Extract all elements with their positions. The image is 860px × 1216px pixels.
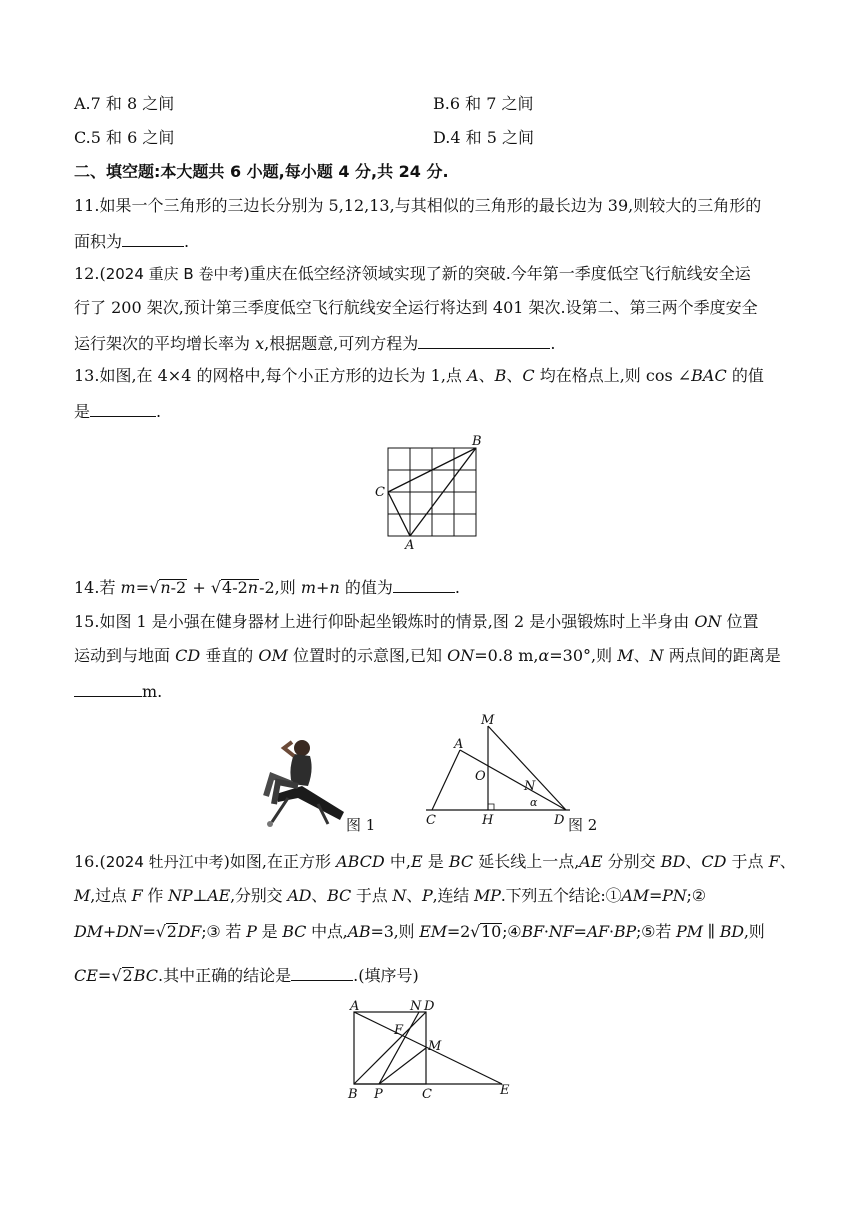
q16-pn: PN xyxy=(662,886,687,905)
q16-np: NP xyxy=(168,886,193,905)
q13-sep: 、 xyxy=(478,366,495,385)
q15-text: 垂直的 xyxy=(200,646,259,665)
q13-end: . xyxy=(156,402,162,421)
q12-line3 xyxy=(74,332,555,354)
q16-text: =3,则 xyxy=(370,922,420,941)
q12-source: 2024 重庆 B 卷中考 xyxy=(105,265,244,283)
q16-f: F xyxy=(131,886,143,905)
q12-line2: 行了 200 架次,预计第三季度低空飞行航线安全运行将达到 401 架次.设第二、第三两个季度安全 xyxy=(74,298,758,317)
sqrt-sign: √ xyxy=(155,922,166,941)
q15-on: ON xyxy=(694,612,722,631)
q16-pm: PM xyxy=(676,922,703,941)
q16-m: M xyxy=(74,886,91,905)
q16-source: 2024 牡丹江中考 xyxy=(105,853,224,871)
parallel-symbol: ∥ xyxy=(702,922,720,941)
q16-text: ;④ xyxy=(502,922,522,941)
q15-text: 15.如图 1 是小强在健身器材上进行仰卧起坐锻炼时的情景,图 2 是小强锻炼时上半身由 xyxy=(74,612,695,631)
q16-line3 xyxy=(74,922,765,942)
q12-var: x xyxy=(255,334,265,353)
q13-sep: 、 xyxy=(506,366,523,385)
q16-eq: = xyxy=(648,886,663,905)
q16-bc: BC xyxy=(327,886,352,905)
q16-text: ;③ 若 xyxy=(201,922,247,941)
q16-text: ,分别交 xyxy=(230,886,288,905)
q16-text: 作 xyxy=(142,886,169,905)
q15-text-end: 位置 xyxy=(721,612,759,631)
q16-ae: AE xyxy=(579,852,603,871)
q15-line1 xyxy=(74,612,759,632)
q16-line4 xyxy=(74,964,419,986)
q16-abcd: ABCD xyxy=(336,852,385,871)
radicand-1 xyxy=(159,579,187,596)
label-n: N xyxy=(524,779,536,794)
q14-n: n xyxy=(247,578,259,597)
q16-ab: AB xyxy=(347,922,371,941)
label-o: O xyxy=(475,769,486,784)
q16-em: EM xyxy=(419,922,447,941)
q12-end: . xyxy=(550,334,556,353)
q14-rad1: -2 xyxy=(170,578,187,597)
q12-number: 12.( xyxy=(74,264,106,283)
q12-line1 xyxy=(74,264,751,284)
answer-blank xyxy=(122,230,184,247)
workout-figure xyxy=(258,734,350,830)
q16-text: 于点 xyxy=(351,886,393,905)
q16-text: 中, xyxy=(384,852,411,871)
q16-text: ,过点 xyxy=(90,886,132,905)
label-e: E xyxy=(500,1083,510,1098)
q15-text: =30°,则 xyxy=(549,646,618,665)
label-b: B xyxy=(472,434,482,449)
q14-n: n xyxy=(329,578,340,597)
q16-text: 是 xyxy=(256,922,283,941)
angle-symbol: ∠ xyxy=(677,366,692,385)
option-d: D.4 和 5 之间 xyxy=(433,128,534,147)
q14-post: 的值为 xyxy=(339,578,393,597)
label-d: D xyxy=(554,813,565,828)
q16-text: 中点, xyxy=(306,922,348,941)
q16-n: N xyxy=(392,886,407,905)
q16-ae: AE xyxy=(207,886,231,905)
q16-sep: 、 xyxy=(406,886,423,905)
q16-p: P xyxy=(246,922,257,941)
q13-b: B xyxy=(494,366,507,385)
label-alpha: α xyxy=(530,796,538,809)
q16-sep: 、 xyxy=(779,852,796,871)
answer-blank xyxy=(74,680,142,697)
label-m: M xyxy=(428,1039,442,1054)
section-title: 二、填空题:本大题共 6 小题,每小题 4 分,共 24 分. xyxy=(74,162,449,181)
q16-text: ;⑤若 xyxy=(635,922,677,941)
sqrt-sign: √ xyxy=(470,922,481,941)
q14-m: m xyxy=(120,578,136,597)
q16-text: ;② xyxy=(686,886,706,905)
q15-on: ON xyxy=(447,646,475,665)
answer-blank xyxy=(418,332,550,349)
q16-line1 xyxy=(74,852,796,872)
q14-tail: -2,则 xyxy=(259,578,301,597)
q14-text: 14.若 xyxy=(74,578,121,597)
label-c: C xyxy=(422,1087,432,1102)
radicand-2: 2 xyxy=(166,922,177,941)
q12-text-b: ,根据题意,可列方程为 xyxy=(264,334,419,353)
label-a: A xyxy=(350,1000,360,1014)
label-a: A xyxy=(405,538,415,552)
q16-text: 分别交 xyxy=(602,852,661,871)
q16-text: ,连结 xyxy=(432,886,474,905)
q15-line2 xyxy=(74,646,781,666)
q16-dn: DN xyxy=(116,922,143,941)
q16-nf: NF xyxy=(548,922,574,941)
q16-bc: BC xyxy=(448,852,474,871)
q13-line2 xyxy=(74,400,161,422)
q16-text: 是 xyxy=(422,852,449,871)
dot-symbol: · xyxy=(543,922,549,941)
q16-text: 延长线上一点, xyxy=(473,852,580,871)
q14-line xyxy=(74,576,460,598)
label-c: C xyxy=(375,485,385,500)
q15-alpha: α xyxy=(538,646,550,665)
sqrt-sign: √ xyxy=(210,578,222,597)
q15-text: 两点间的距离是 xyxy=(663,646,781,665)
q15-end: m. xyxy=(142,682,163,701)
q15-cd: CD xyxy=(175,646,201,665)
q16-bf: BF xyxy=(521,922,544,941)
q16-df: DF xyxy=(177,922,202,941)
q15-om: OM xyxy=(258,646,288,665)
label-p: P xyxy=(374,1087,383,1102)
q15-text: 运动到与地面 xyxy=(74,646,176,665)
radicand-2 xyxy=(221,579,259,596)
right-angle-mark xyxy=(488,804,494,810)
q14-eq: = xyxy=(135,578,150,597)
q16-sep: 、 xyxy=(311,886,328,905)
q13-text-d: 是 xyxy=(74,402,91,421)
q13-text-c: 的值 xyxy=(726,366,764,385)
q14-end: . xyxy=(454,578,460,597)
q16-f: F xyxy=(768,852,780,871)
q16-eq: = xyxy=(97,966,112,985)
answer-blank xyxy=(90,400,156,417)
q16-dm: DM xyxy=(74,922,103,941)
q16-ce: CE xyxy=(74,966,98,985)
q16-text: .其中正确的结论是 xyxy=(158,966,292,985)
q16-bc: BC xyxy=(133,966,159,985)
option-c: C.5 和 6 之间 xyxy=(74,128,175,147)
label-f: F xyxy=(394,1023,404,1038)
q13-text-b: 均在格点上,则 cos xyxy=(534,366,678,385)
option-b: B.6 和 7 之间 xyxy=(433,94,534,113)
radicand-10: 10 xyxy=(481,922,502,941)
diagram-lines xyxy=(426,726,570,810)
q11-text: 面积为 xyxy=(74,232,123,251)
answer-blank xyxy=(393,576,455,593)
q16-text: ,则 xyxy=(743,922,765,941)
q16-plus: + xyxy=(102,922,117,941)
q12-text: )重庆在低空经济领域实现了新的突破.今年第一季度低空飞行航线安全运 xyxy=(243,264,751,283)
q13-bac: BAC xyxy=(691,366,727,385)
q15-m: M xyxy=(617,646,634,665)
q16-bd: BD xyxy=(719,922,744,941)
sqrt-sign: √ xyxy=(149,578,160,597)
q16-text: 于点 xyxy=(726,852,769,871)
label-d: D xyxy=(424,1000,435,1014)
label-a: A xyxy=(454,737,464,752)
q16-diagram xyxy=(342,1000,522,1104)
q16-sep: 、 xyxy=(685,852,702,871)
q16-number: 16.( xyxy=(74,852,106,871)
q15-n: N xyxy=(649,646,664,665)
q16-bd: BD xyxy=(660,852,686,871)
q13-grid-figure xyxy=(372,432,492,552)
q14-plus: + xyxy=(316,578,330,597)
perp-symbol: ⊥ xyxy=(192,886,208,905)
q15-sep: 、 xyxy=(633,646,650,665)
label-c: C xyxy=(426,813,436,828)
sqrt-sign: √ xyxy=(111,966,122,985)
label-n: N xyxy=(410,1000,422,1014)
q16-am: AM xyxy=(621,886,649,905)
q11-end: . xyxy=(184,232,190,251)
q16-p: P xyxy=(422,886,433,905)
q16-text: )如图,在正方形 xyxy=(223,852,337,871)
radicand-2: 2 xyxy=(122,966,133,985)
q15-line3 xyxy=(74,680,162,702)
q11-line1: 11.如果一个三角形的三边长分别为 5,12,13,与其相似的三角形的最长边为 39,则较大的三角形的 xyxy=(74,196,762,215)
q16-text: .下列五个结论:① xyxy=(500,886,622,905)
q13-text-a: 13.如图,在 4×4 的网格中,每个小正方形的边长为 1,点 xyxy=(74,366,467,385)
q16-cd: CD xyxy=(701,852,727,871)
label-h: H xyxy=(482,813,494,828)
q16-text: =2 xyxy=(446,922,471,941)
q16-line2 xyxy=(74,886,706,906)
q16-bc: BC xyxy=(282,922,307,941)
q15-text: 位置时的示意图,已知 xyxy=(287,646,448,665)
figure2-caption: 图 2 xyxy=(568,816,598,834)
q15-text: =0.8 m, xyxy=(474,646,539,665)
answer-blank xyxy=(291,964,353,981)
q13-line1 xyxy=(74,366,764,386)
label-m: M xyxy=(481,713,495,728)
q16-eq: = xyxy=(142,922,156,941)
q16-mp: MP xyxy=(473,886,501,905)
figure1-caption: 图 1 xyxy=(346,816,376,834)
q13-a: A xyxy=(467,366,479,385)
grid-lines xyxy=(388,448,476,536)
q16-text: .(填序号) xyxy=(353,966,419,985)
label-b: B xyxy=(348,1087,358,1102)
q14-m: m xyxy=(300,578,317,597)
q13-c: C xyxy=(522,366,535,385)
option-a: A.7 和 8 之间 xyxy=(74,94,175,113)
q11-line2 xyxy=(74,230,189,252)
q14-n: n xyxy=(160,578,171,597)
q16-bp: BP xyxy=(613,922,636,941)
q16-af: AF xyxy=(586,922,609,941)
q15-diagram xyxy=(420,710,580,832)
q12-text-a: 运行架次的平均增长率为 xyxy=(74,334,256,353)
q14-rad2: 4-2 xyxy=(222,578,248,597)
q16-eq: = xyxy=(573,922,587,941)
q16-ad: AD xyxy=(287,886,312,905)
dot-symbol: · xyxy=(608,922,614,941)
q16-e: E xyxy=(410,852,423,871)
q14-plus: + xyxy=(187,578,211,597)
